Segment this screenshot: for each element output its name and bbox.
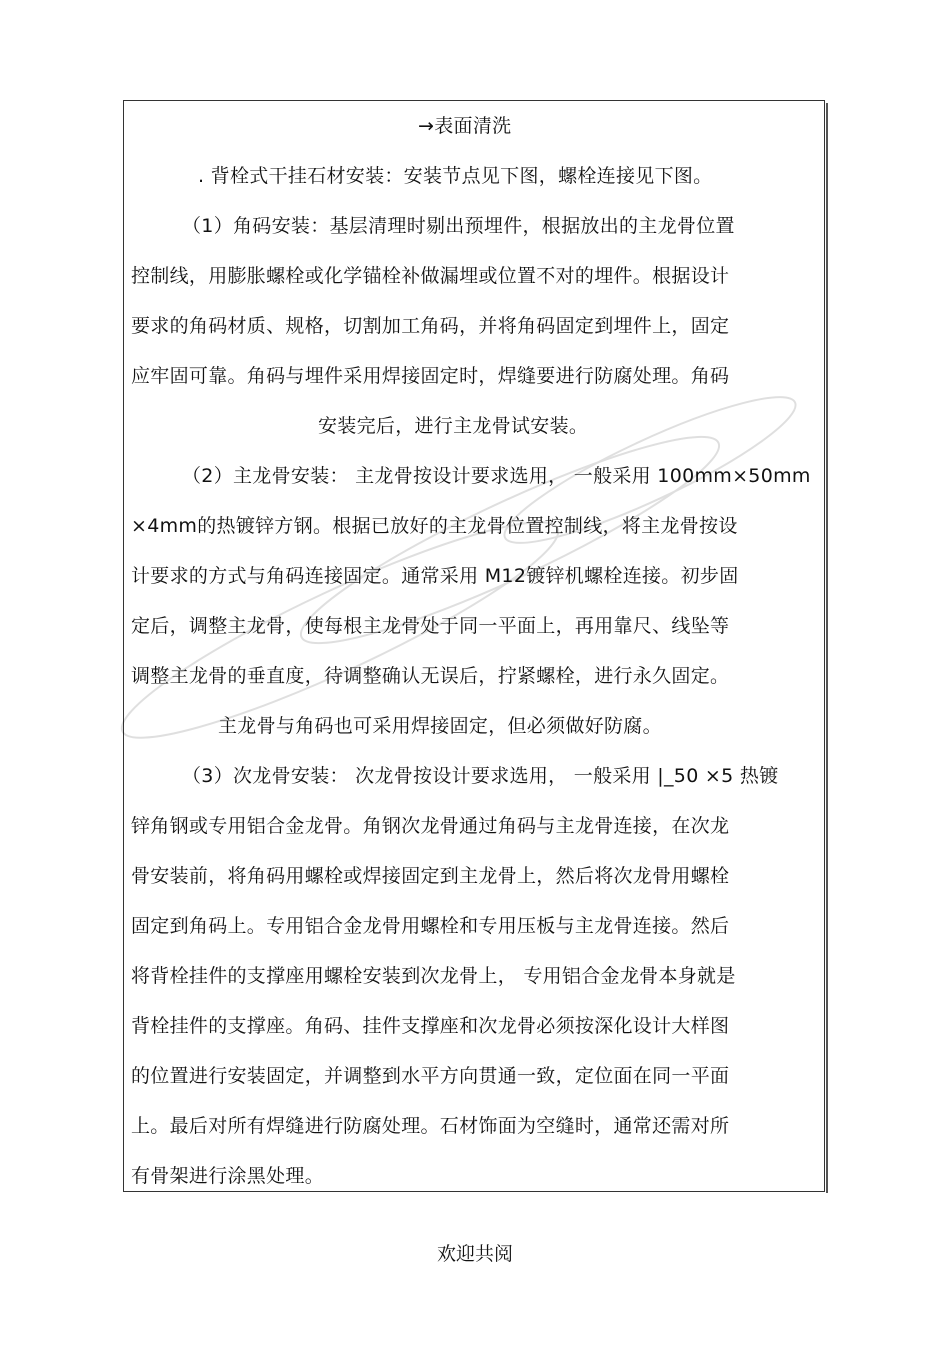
text-line: （1）角码安装：基层清理时剔出预埋件，根据放出的主龙骨位置 — [182, 215, 735, 237]
text-line: 将背栓挂件的支撑座用螺栓安装到次龙骨上， 专用铝合金龙骨本身就是 — [131, 965, 736, 987]
text-line: 有骨架进行涂黑处理。 — [131, 1165, 325, 1187]
text-line: 应牢固可靠。角码与埋件采用焊接固定时，焊缝要进行防腐处理。角码 — [131, 365, 730, 387]
page-footer: 欢迎共阅 — [436, 1243, 513, 1265]
text-line: 背栓挂件的支撑座。角码、挂件支撑座和次龙骨必须按深化设计大样图 — [131, 1015, 730, 1037]
text-line: 要求的角码材质、规格，切割加工角码，并将角码固定到埋件上，固定 — [131, 315, 730, 337]
text-line: 锌角钢或专用铝合金龙骨。角钢次龙骨通过角码与主龙骨连接，在次龙 — [131, 815, 730, 837]
text-line: 固定到角码上。专用铝合金龙骨用螺栓和专用压板与主龙骨连接。然后 — [131, 915, 730, 937]
text-line: （3）次龙骨安装： 次龙骨按设计要求选用， 一般采用 |_50 ×5 热镀 — [182, 765, 779, 787]
text-line: 骨安装前，将角码用螺栓或焊接固定到主龙骨上，然后将次龙骨用螺栓 — [131, 865, 730, 887]
text-line: 主龙骨与角码也可采用焊接固定，但必须做好防腐。 — [218, 715, 662, 737]
text-line: 控制线，用膨胀螺栓或化学锚栓补做漏埋或位置不对的埋件。根据设计 — [131, 265, 730, 287]
text-line: ×4mm的热镀锌方钢。根据已放好的主龙骨位置控制线，将主龙骨按设 — [131, 515, 738, 537]
text-line: 安装完后，进行主龙骨试安装。 — [318, 415, 589, 437]
text-line: 定后，调整主龙骨，使每根主龙骨处于同一平面上，再用靠尺、线坠等 — [131, 615, 730, 637]
text-line: 调整主龙骨的垂直度，待调整确认无误后，拧紧螺栓，进行永久固定。 — [131, 665, 730, 687]
text-line: →表面清洗 — [418, 115, 512, 137]
text-line: （2）主龙骨安装： 主龙骨按设计要求选用， 一般采用 100mm×50mm — [182, 465, 811, 487]
text-line: 的位置进行安装固定，并调整到水平方向贯通一致，定位面在同一平面 — [131, 1065, 730, 1087]
text-line: 上。最后对所有焊缝进行防腐处理。石材饰面为空缝时，通常还需对所 — [131, 1115, 730, 1137]
text-line: . 背栓式干挂石材安装：安装节点见下图，螺栓连接见下图。 — [198, 165, 713, 187]
text-line: 计要求的方式与角码连接固定。通常采用 M12镀锌机螺栓连接。初步固 — [131, 565, 739, 587]
